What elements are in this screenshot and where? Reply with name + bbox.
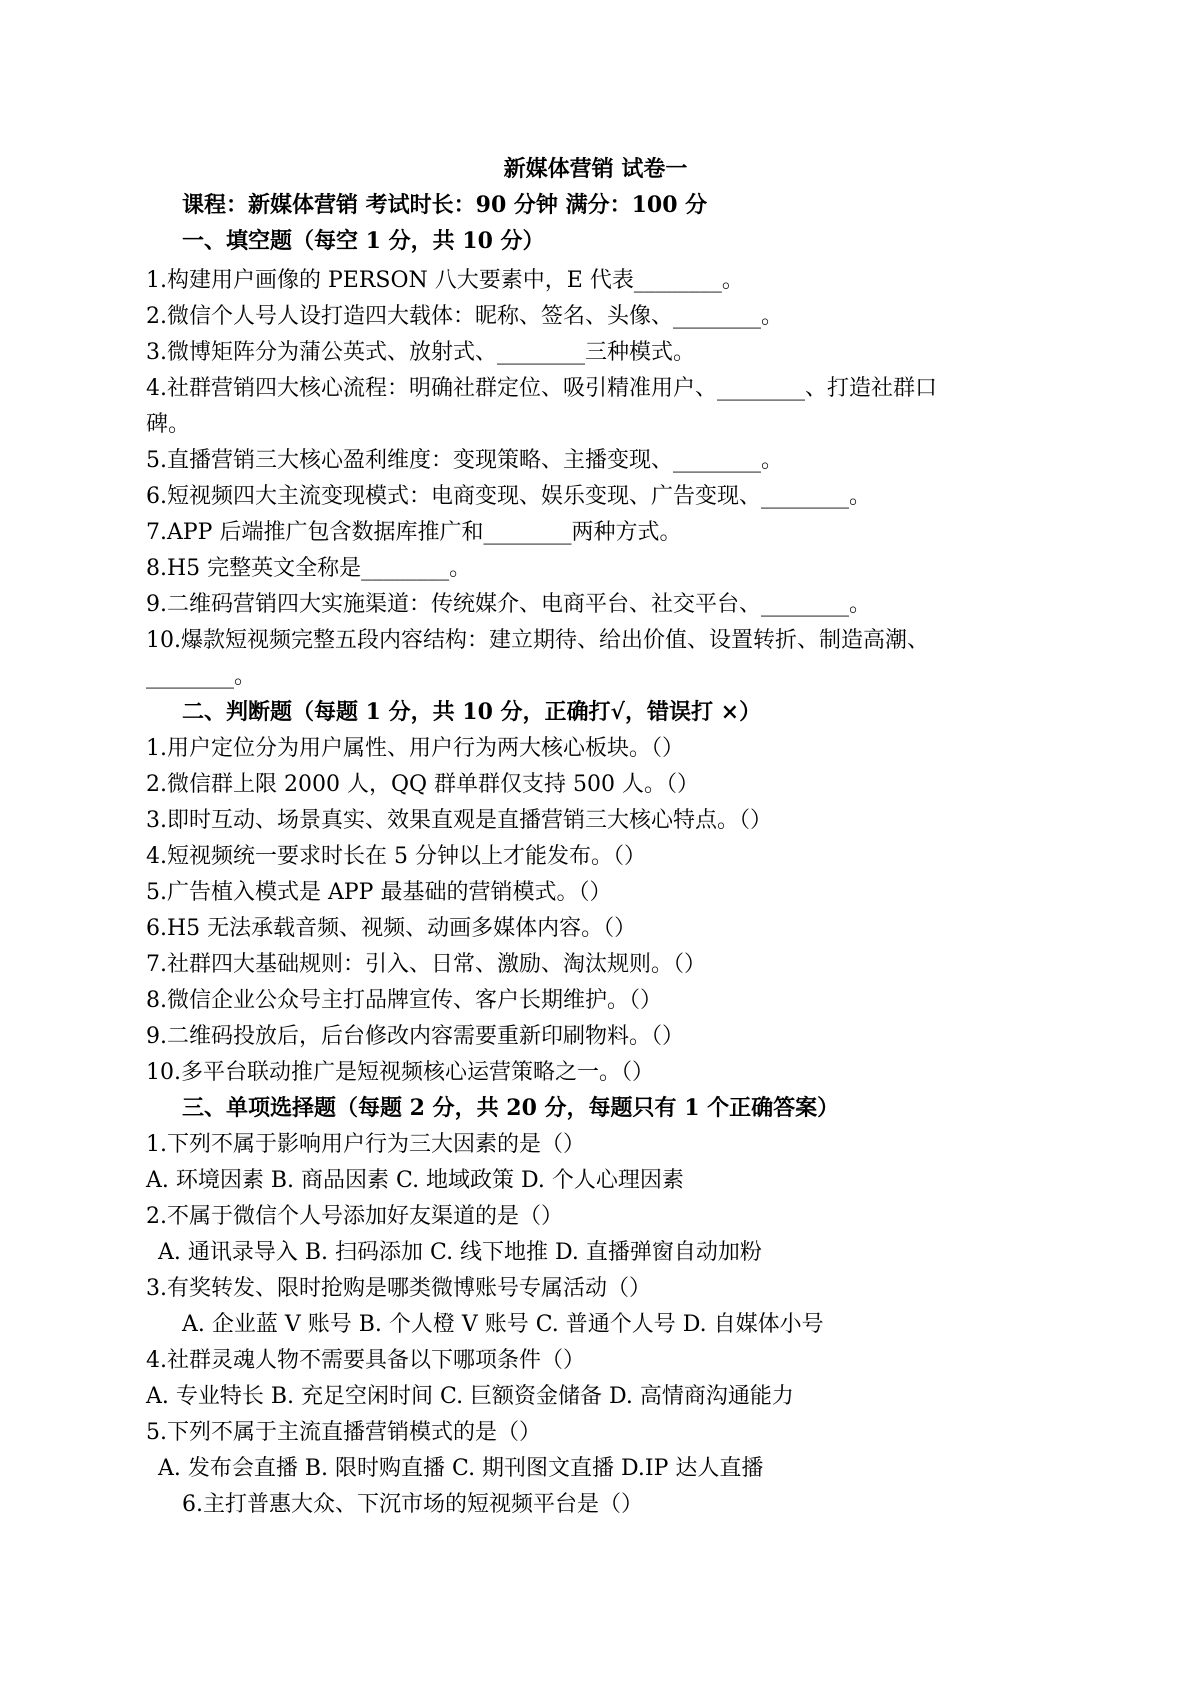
question-line: 7.APP 后端推广包含数据库推广和________两种方式。 [146, 520, 682, 545]
question-line: 3.微博矩阵分为蒲公英式、放射式、________三种模式。 [146, 340, 695, 365]
question-line: 6.短视频四大主流变现模式：电商变现、娱乐变现、广告变现、________。 [146, 484, 871, 509]
option-line: A. 发布会直播 B. 限时购直播 C. 期刊图文直播 D.IP 达人直播 [158, 1456, 764, 1481]
question-line: 4.短视频统一要求时长在 5 分钟以上才能发布。（） [146, 844, 646, 869]
question-line: 碑。 [146, 412, 191, 437]
section-heading-single-choice: 三、单项选择题（每题 2 分，共 20 分，每题只有 1 个正确答案） [182, 1095, 840, 1121]
question-line: 5.广告植入模式是 APP 最基础的营销模式。（） [146, 880, 612, 905]
page-title: 新媒体营销 试卷一 [503, 156, 688, 182]
question-line: 9.二维码投放后，后台修改内容需要重新印刷物料。（） [146, 1024, 684, 1049]
course-info: 课程：新媒体营销 考试时长：90 分钟 满分：100 分 [182, 192, 708, 218]
option-line: A. 专业特长 B. 充足空闲时间 C. 巨额资金储备 D. 高情商沟通能力 [146, 1384, 794, 1409]
question-line: ________。 [146, 664, 257, 689]
question-line: 1.用户定位分为用户属性、用户行为两大核心板块。（） [146, 736, 684, 761]
option-line: A. 通讯录导入 B. 扫码添加 C. 线下地推 D. 直播弹窗自动加粉 [158, 1240, 762, 1265]
section-heading-fill-blank: 一、填空题（每空 1 分，共 10 分） [182, 228, 545, 254]
question-line: 5.直播营销三大核心盈利维度：变现策略、主播变现、________。 [146, 448, 783, 473]
option-line: A. 环境因素 B. 商品因素 C. 地域政策 D. 个人心理因素 [146, 1168, 684, 1193]
option-line: A. 企业蓝 V 账号 B. 个人橙 V 账号 C. 普通个人号 D. 自媒体小号 [182, 1312, 824, 1337]
question-line: 10.多平台联动推广是短视频核心运营策略之一。（） [146, 1060, 654, 1085]
question-line: 3.即时互动、场景真实、效果直观是直播营销三大核心特点。（） [146, 808, 772, 833]
question-line: 4.社群营销四大核心流程：明确社群定位、吸引精准用户、________、打造社群口 [146, 376, 937, 401]
question-line: 8.H5 完整英文全称是________。 [146, 556, 472, 581]
section-heading-true-false: 二、判断题（每题 1 分，共 10 分，正确打√，错误打 ×） [182, 699, 762, 725]
question-line: 5.下列不属于主流直播营销模式的是（） [146, 1420, 541, 1445]
question-line: 6.主打普惠大众、下沉市场的短视频平台是（） [182, 1492, 643, 1517]
question-line: 1.构建用户画像的 PERSON 八大要素中，E 代表________。 [146, 268, 744, 293]
question-line: 4.社群灵魂人物不需要具备以下哪项条件（） [146, 1348, 585, 1373]
question-line: 9.二维码营销四大实施渠道：传统媒介、电商平台、社交平台、________。 [146, 592, 871, 617]
question-line: 6.H5 无法承载音频、视频、动画多媒体内容。（） [146, 916, 637, 941]
question-line: 1.下列不属于影响用户行为三大因素的是（） [146, 1132, 585, 1157]
question-line: 7.社群四大基础规则：引入、日常、激励、淘汰规则。（） [146, 952, 706, 977]
question-line: 2.微信个人号人设打造四大载体：昵称、签名、头像、________。 [146, 304, 783, 329]
question-line: 3.有奖转发、限时抢购是哪类微博账号专属活动（） [146, 1276, 651, 1301]
question-line: 2.不属于微信个人号添加好友渠道的是（） [146, 1204, 563, 1229]
question-line: 2.微信群上限 2000 人，QQ 群单群仅支持 500 人。（） [146, 772, 700, 797]
question-line: 10.爆款短视频完整五段内容结构：建立期待、给出价值、设置转折、制造高潮、 [146, 628, 929, 653]
question-line: 8.微信企业公众号主打品牌宣传、客户长期维护。（） [146, 988, 662, 1013]
